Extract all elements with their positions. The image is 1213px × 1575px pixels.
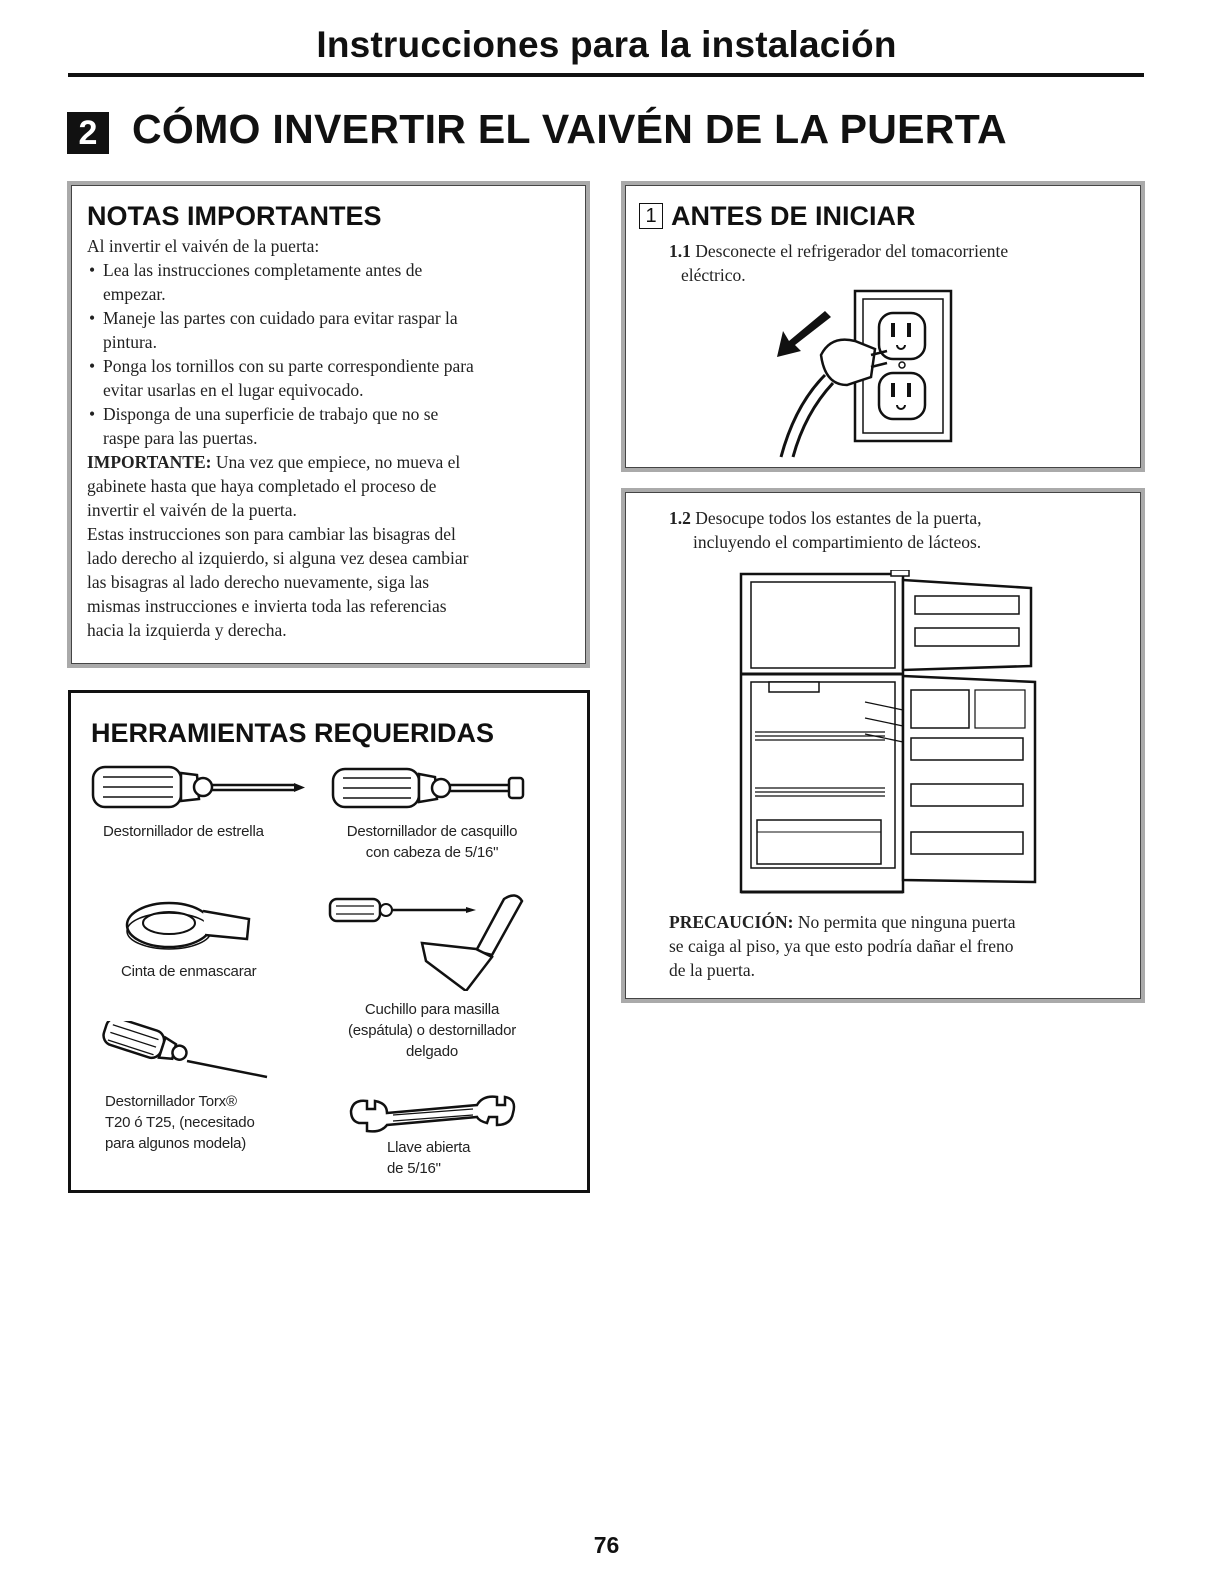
masking-tape-icon (121, 893, 261, 953)
page-number: 76 (593, 1532, 620, 1558)
antes-de-iniciar-box (621, 181, 1145, 472)
plug-outlet-illustration (775, 285, 975, 465)
masking-tape-caption: Cinta de enmascarar (121, 963, 257, 980)
reverse-note: Estas instrucciones son para cambiar las bisagras del lado derecho al izquierdo, si alguna vez desea cambiar las bisagras al lado derecho nuevamente, siga las mismas instrucciones e invierta toda las referencias hacia la izquierda y derecha. (87, 524, 469, 640)
important-note: IMPORTANTE: Una vez que empiece, no mueva el gabinete hasta que haya completado el proceso de invertir el vaivén de la puerta. (87, 452, 461, 520)
section-title: CÓMO INVERTIR EL VAIVÉN DE LA PUERTA (132, 106, 1007, 152)
herramientas-box (68, 690, 590, 1193)
step-1-2-box (621, 488, 1145, 1003)
notas-importantes-box (67, 181, 590, 668)
torx-screwdriver-icon (97, 1021, 277, 1081)
phillips-caption: Destornillador de estrella (103, 823, 264, 840)
putty-knife-icon (326, 891, 536, 991)
header-divider (68, 73, 1144, 77)
step-1-2: 1.2 Desocupe todos los estantes de la puerta, incluyendo el compartimiento de lácteos. (669, 508, 982, 552)
page-header-title: Instrucciones para la instalación (316, 24, 897, 65)
refrigerator-illustration (735, 570, 1055, 900)
wrench-caption: Llave abierta de 5/16" (387, 1139, 471, 1177)
caution-label: PRECAUCIÓN: (669, 912, 794, 932)
open-end-wrench-icon (347, 1091, 517, 1137)
important-label: IMPORTANTE: (87, 452, 212, 472)
notas-heading: NOTAS IMPORTANTES (87, 201, 382, 231)
torx-caption: Destornillador Torx® T20 ó T25, (necesitado para algunos modela) (105, 1093, 255, 1152)
section-number-badge: 2 (67, 112, 109, 154)
notas-intro: Al invertir el vaivén de la puerta: (87, 236, 320, 256)
nut-driver-icon (329, 763, 529, 813)
caution-note: PRECAUCIÓN: No permita que ninguna puerta se caiga al piso, ya que esto podría dañar el freno de la puerta. (669, 912, 1016, 980)
list-item: • Maneje las partes con cuidado para evitar raspar la pintura. (87, 306, 582, 354)
nut-driver-caption: Destornillador de casquillo con cabeza de 5/16" (346, 823, 518, 861)
list-item: • Ponga los tornillos con su parte correspondiente para evitar usarlas en el lugar equivocado. (87, 354, 582, 402)
list-item: • Lea las instrucciones completamente antes de empezar. (87, 258, 582, 306)
antes-heading: ANTES DE INICIAR (671, 201, 916, 231)
phillips-screwdriver-icon (89, 761, 309, 813)
step-number-box: 1 (639, 203, 663, 229)
herramientas-heading: HERRAMIENTAS REQUERIDAS (91, 718, 495, 748)
putty-knife-caption: Cuchillo para masilla (espátula) o destornillador delgado (347, 1001, 517, 1060)
list-item: • Disponga de una superficie de trabajo que no se raspe para las puertas. (87, 402, 582, 450)
step-1-1: 1.1 Desconecte el refrigerador del tomacorriente eléctrico. (669, 241, 1009, 285)
